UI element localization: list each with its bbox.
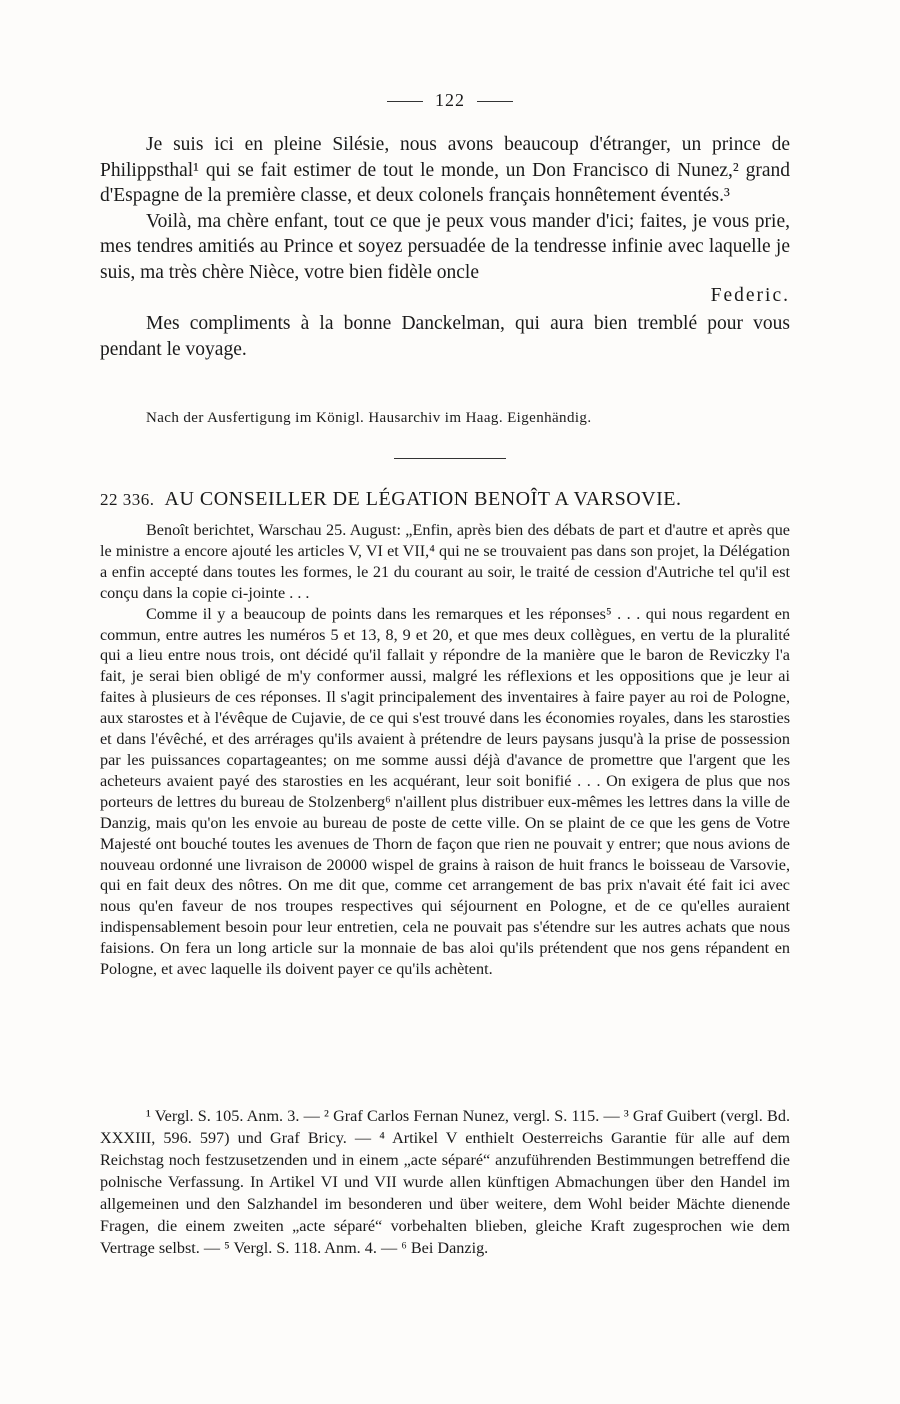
section-title: AU CONSEILLER DE LÉGATION BENOÎT A VARSOVIE. (164, 488, 682, 510)
page-number-dash-left (387, 101, 423, 102)
page-number-dash-right (477, 101, 513, 102)
letter-text (100, 132, 790, 362)
section-divider (394, 458, 506, 459)
footnotes (100, 1105, 790, 1259)
letter-postscript: Mes compliments à la bonne Danckelman, qui aura bien tremblé pour vous pendant le voyage. (100, 313, 790, 360)
report-paragraph: Comme il y a beaucoup de points dans les remarques et les réponses⁵ . . . qui nous regardent en commun, entre autres les numéros 5 et 13, 8, 9 et 20, et que mes deux collègues, en vertu de la pluralité qui a lieu entre nous trois, ont décidé qu'il fallait y répondre de la manière que le baron de Reviczky l'a fait, je serai bien obligé de m'y conformer aussi, malgré les réflexions et les oppositions que je leur ai faites à plusieurs de ces réponses. Il s'agit principalement des inventaires à faire payer au roi de Pologne, aux starostes et à l'évêque de Cujavie, de ce qui s'est trouvé dans les économies royales, dans les starosties et dans l'évêché, et des arrérages qu'ils avaient à prétendre de leurs paysans jusqu'à la prise de possession par les puissances copartageantes; on me somme aussi déjà d'avance de promettre que l'argent que les acheteurs avaient payé des starosties en les acquérant, leur soit bonifié . . . On exigera de plus que nos porteurs de lettres du bureau de Stolzenberg⁶ n'aillent plus distribuer eux-mêmes les lettres dans la ville de Danzig, mais qu'on les envoie au bureau de poste de cette ville. On se plaint de ce que les gens de Votre Majesté ont bouché toutes les avenues de Thorn de façon que rien ne pouvait y entrer; que nous avions de nouveau ordonné une livraison de 20000 wispel de grains à raison de huit francs le boisseau de Varsovie, qui en fait deux des nôtres. On me dit que, comme cet arrangement de bas prix n'avait été fait ici avec nous qu'en faveur de nos troupes respectives qui séjournent en Pologne, et de ce qu'elles auraient indispensablement besoin pour leur entretien, cela ne pouvait pas s'étendre sur les autres achats que nous faisions. On fera un long article sur la monnaie de bas aloi qu'ils prétendent que nos gens répandent en Pologne, et avec laquelle ils doivent payer ce qu'ils achètent. (100, 604, 790, 979)
page-number: 122 (435, 90, 465, 110)
page-number-line (0, 90, 900, 111)
report-paragraph: Benoît berichtet, Warschau 25. August: „Enfin, après bien des débats de part et d'autre et après que le ministre a encore ajouté les articles V, VI et VII,⁴ qui ne se trouvaient pas dans son projet, la Délégation a enfin accepté dans toutes les formes, le 21 du courant au soir, le traité de cession d'Autriche tel qu'il est conçu dans la copie ci-jointe . . . (100, 521, 790, 602)
section-heading (100, 488, 790, 511)
section-number: 22 336. (100, 490, 155, 509)
report-text (100, 520, 790, 980)
letter-paragraph: Voilà, ma chère enfant, tout ce que je peux vous mander d'ici; faites, je vous prie, mes tendres amitiés au Prince et soyez persuadée de la tendresse infinie avec laquelle je suis, ma très chère Nièce, votre bien fidèle oncle (100, 210, 790, 283)
source-note: Nach der Ausfertigung im Königl. Hausarchiv im Haag. Eigenhändig. (146, 410, 592, 426)
footnotes-text: ¹ Vergl. S. 105. Anm. 3. — ² Graf Carlos Fernan Nunez, vergl. S. 115. — ³ Graf Guibert (vergl. Bd. XXXIII, 596. 597) und Graf Bricy. — ⁴ Artikel V enthielt Oesterreichs Garantie für alle auf dem Reichstag noch festzusetzenden und in einem „acte séparé“ anzuführenden Bestimmungen betreffend die polnische Verfassung. In Artikel VI und VII wurde allen künftigen Abmachungen über den Handel im allgemeinen und den Salzhandel im besonderen und über weitere, dem Wohl beider Mächte dienende Fragen, die einem zweiten „acte séparé“ vorbehalten blieben, gleiche Kraft zugesprochen wie dem Vertrage selbst. — ⁵ Vergl. S. 118. Anm. 4. — ⁶ Bei Danzig. (100, 1107, 790, 1257)
letter-signature: Federic. (710, 285, 790, 306)
letter-paragraph: Je suis ici en pleine Silésie, nous avons beaucoup d'étranger, un prince de Philippsthal¹ qui se fait estimer de tout le monde, un Don Francisco di Nunez,² grand d'Espagne de la première classe, et deux colonels français honnêtement éventés.³ (100, 134, 790, 206)
